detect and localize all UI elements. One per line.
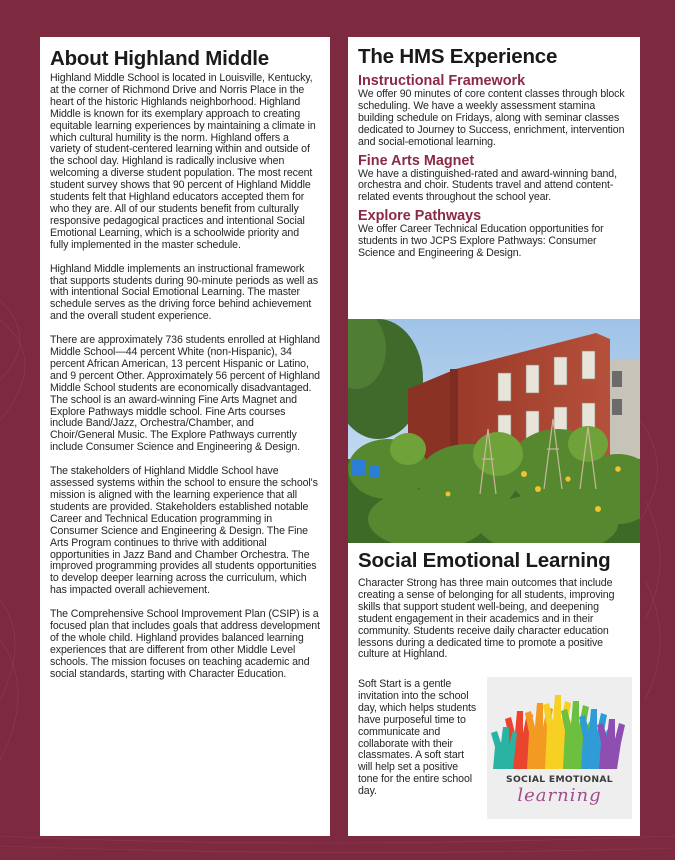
- sel-section: [358, 549, 633, 661]
- hms-experience-title: The HMS Experience: [358, 45, 558, 68]
- hms-experience-panel: [348, 37, 640, 836]
- fine-arts-heading: Fine Arts Magnet: [358, 152, 475, 169]
- about-paragraph-4: The stakeholders of Highland Middle School have assessed systems within the school to ensure the school's mission is aligned with the learning experience that all students are provided. Stakeholders established notable Career and Technical Education programming in Consumer Science and Engineering & Design. The Fine Arts Program continues to thrive with additional opportunities in Jazz Band and Chamber Orchestra. The improved programming provides all students opportunities to develop deeper learning across the curriculum, which has impacted overall achievement.: [50, 465, 318, 597]
- soft-start-text: Soft Start is a gentle invitation into the school day, which helps students have purposeful time to communicate and collaborate with their classmates. A soft start will help set a positive tone for the entire school day.: [358, 678, 477, 798]
- explore-pathways-heading: Explore Pathways: [358, 208, 482, 225]
- about-paragraph-3: There are approximately 736 students enrolled at Highland Middle School—44 percent White (non-Hispanic), 34 percent African American, 13 percent Hispanic or Latino, and 9 percent Other. Approximately 56 percent of Highland Middle School students are economically disadvantaged. The school is an award-winning Fine Arts Magnet and Explore Pathways middle school. Fine Arts courses include Band/Jazz, Orchestra/Chamber, and Choir/General Music. The Explore Pathways currently include Consumer Science and Engineering & Design.: [50, 334, 320, 454]
- fine-arts-text: We have a distinguished-rated and award-winning band, orchestra and choir. Students travel and attend content-related events throughout the school year.: [358, 167, 617, 204]
- sel-title: Social Emotional Learning: [358, 549, 611, 572]
- about-paragraph-5: The Comprehensive School Improvement Plan (CSIP) is a focused plan that includes goals that address development of the whole child. Highland provides balanced learning experiences that are different from other Middle Level schools. The mission focuses on teaching academic and social standards, starting with Character Education.: [50, 608, 320, 680]
- explore-pathways-text: We offer Career Technical Education opportunities for students in two JCPS Explore Pathways: Consumer Science and Engineering & Design.: [358, 223, 604, 260]
- about-paragraph-1: Highland Middle School is located in Louisville, Kentucky, at the corner of Richmond Drive and Norris Place in the heart of the historic Highlands neighborhood. Highland Middle is known for its exemplary approach to creating equitable learning experiences by maintaining a climate in which cultural humility is the norm. Highland offers a variety of student-centered learning within and outside of the school day. Highland is radically inclusive when welcoming a diverse student population. The most recent student survey shows that 90 percent of Highland Middle students felt that Highland educators accepted them for who they are. All of our students benefit from culturally responsive pedagogical practices and intentional Social Emotional Learning, which is a schoolwide priority and fully implemented in the master schedule.: [50, 72, 316, 251]
- sel-logo: [487, 677, 632, 819]
- school-garden-photo: [348, 319, 640, 543]
- sel-logo-script: learning: [517, 785, 602, 806]
- instructional-framework-text: We offer 90 minutes of core content classes through block scheduling. We have a weekly assessment stamina building schedule on Fridays, along with seminar classes dedicated to Journey to Success, enrichment, intervention and social-emotional learning.: [358, 88, 625, 148]
- sel-logo-title: SOCIAL EMOTIONAL: [506, 774, 613, 785]
- about-title: About Highland Middle: [50, 47, 269, 70]
- about-panel: [40, 37, 330, 836]
- about-paragraph-2: Highland Middle implements an instructional framework that supports students during 90-minute periods as well as with intentional Social Emotional Learning. The master schedule serves as the driving force behind achievement and the overall student experience.: [50, 262, 319, 323]
- instructional-framework-heading: Instructional Framework: [358, 73, 526, 89]
- garden-illustration: [348, 319, 640, 543]
- sel-text: Character Strong has three main outcomes that include creating a sense of belonging for all students, improving skills that support student well-being, and deepening student engagement in their academics and in their community. Students receive daily character education lessons during a dedicated time to promote a positive culture at Highland.: [358, 577, 615, 661]
